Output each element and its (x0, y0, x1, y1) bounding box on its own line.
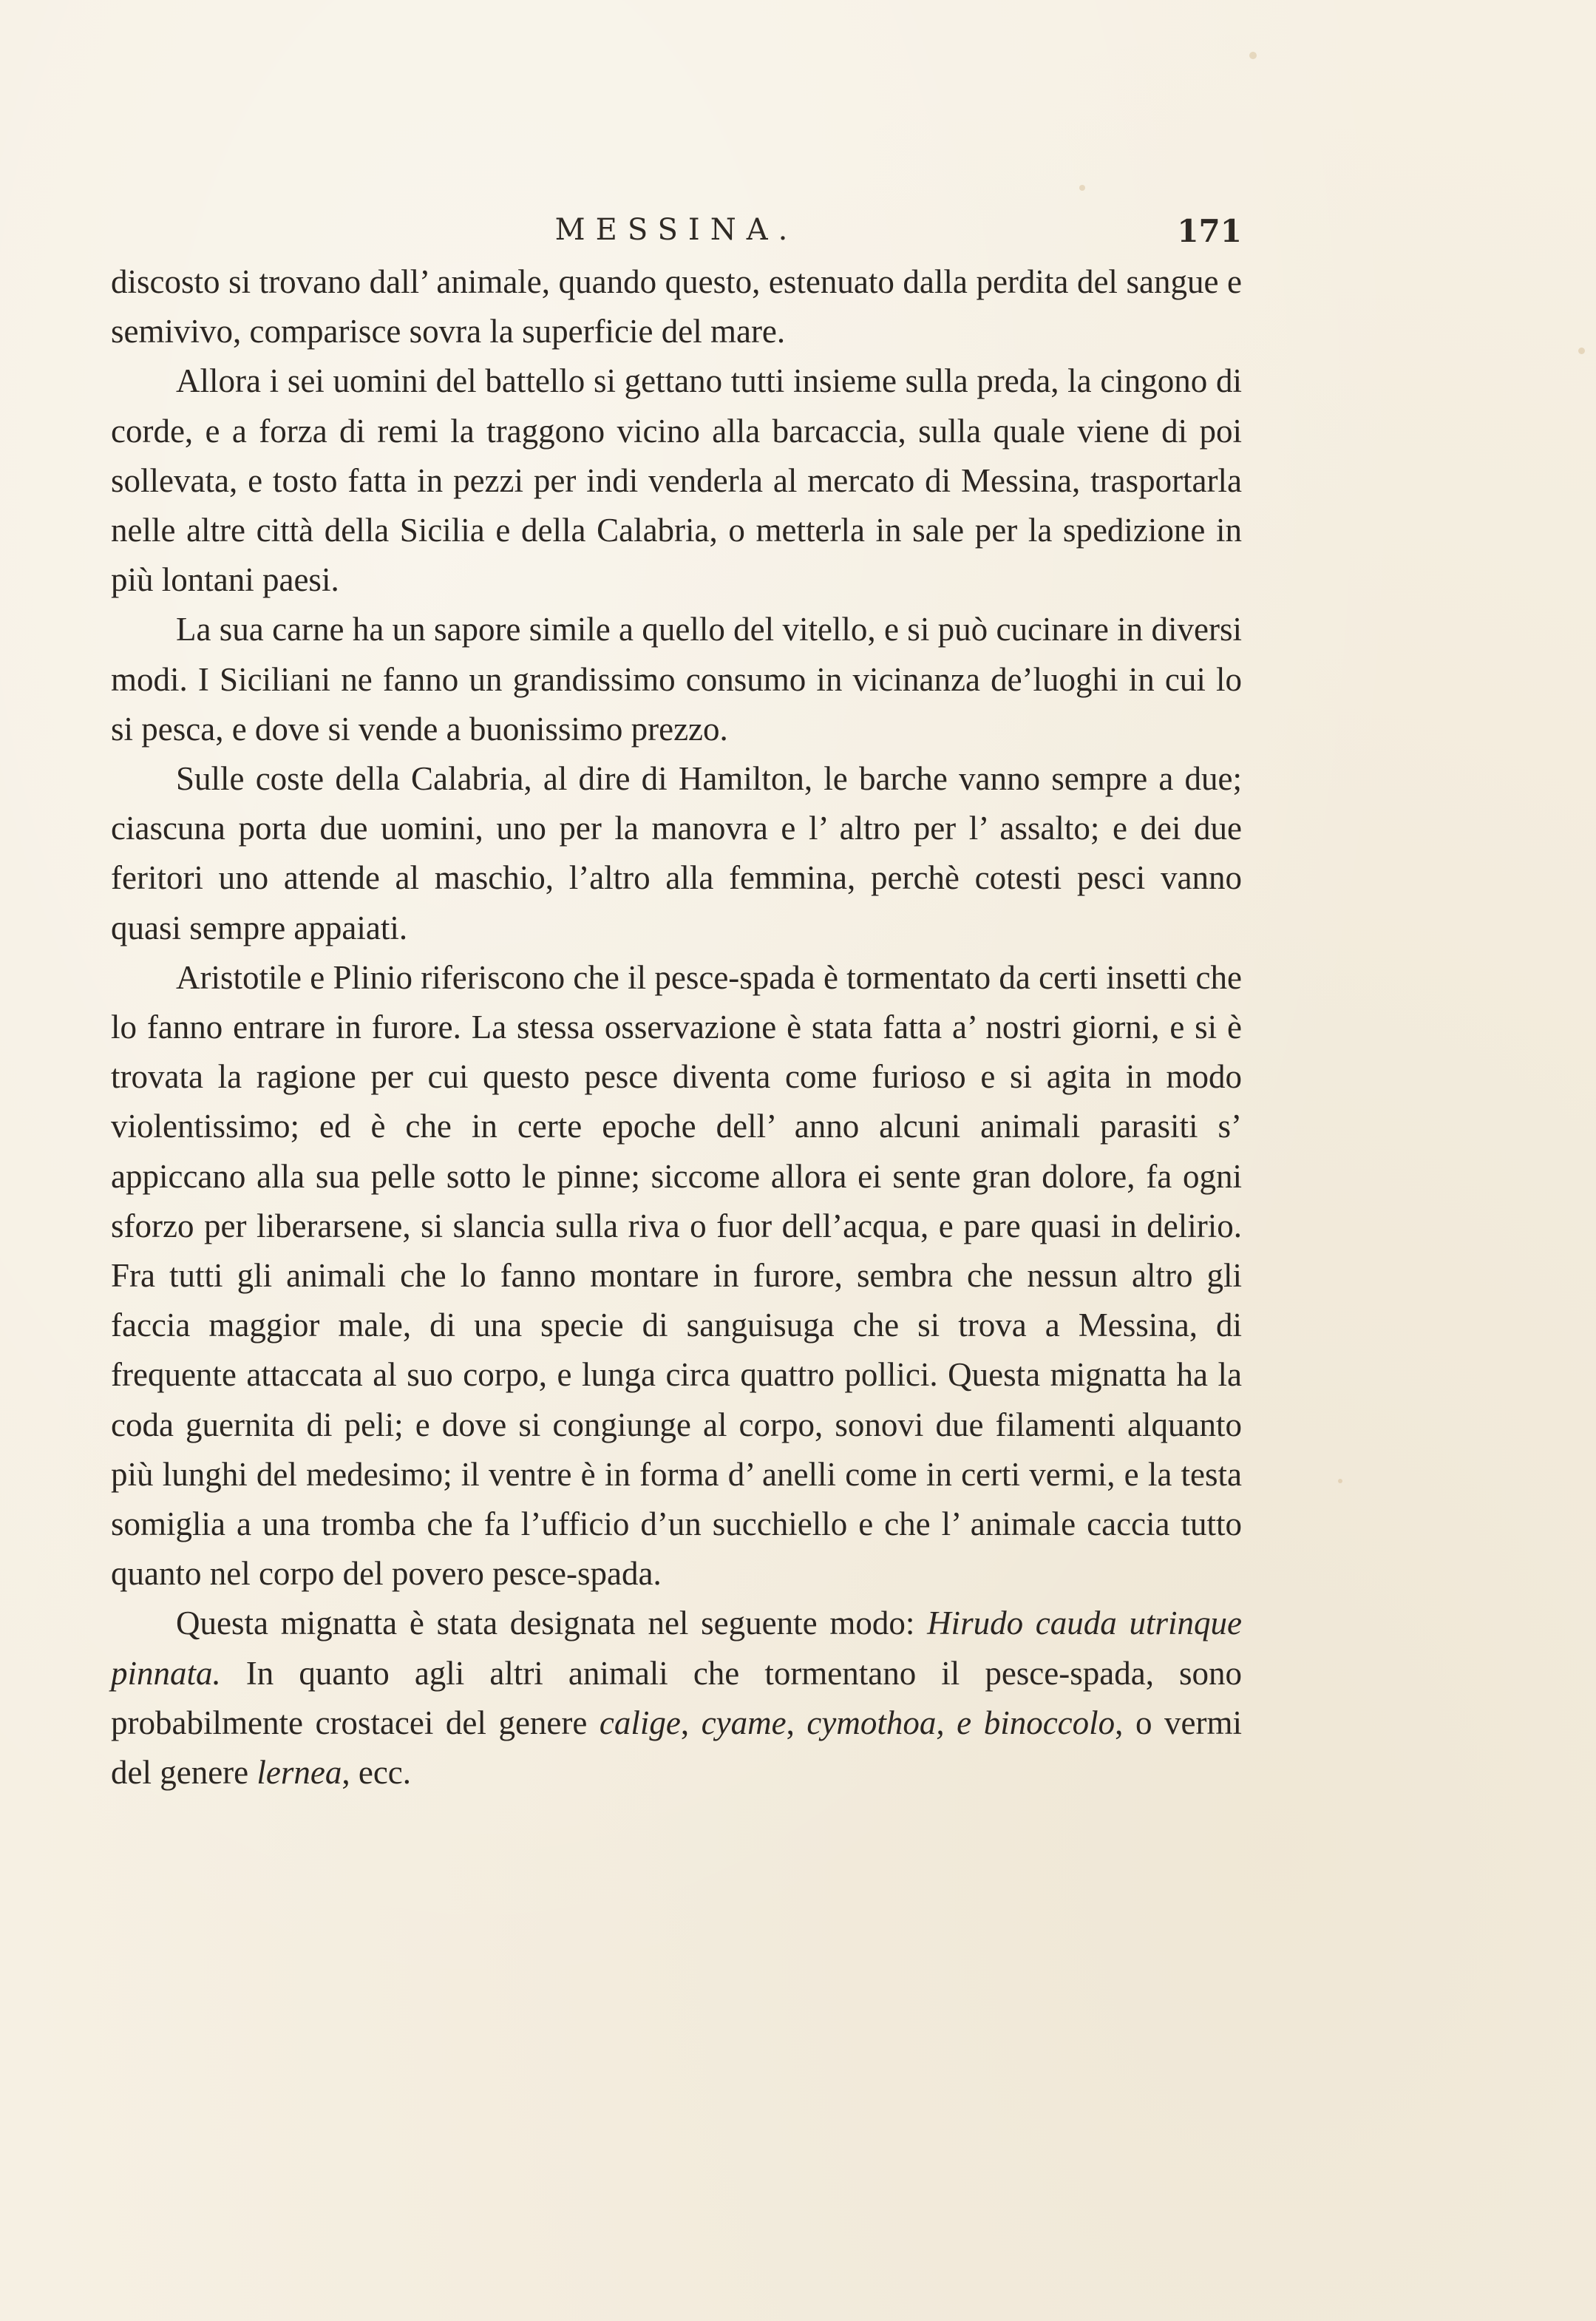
paper-stain (1079, 185, 1085, 191)
final-mid: In quanto agli altri animali che tormentano il pesce-spada, sono probabilmente crostacei del genere (111, 1654, 1242, 1741)
final-lead: Questa mignatta è stata designata nel seguente modo: (176, 1605, 928, 1642)
paragraph: Aristotile e Plinio riferiscono che il pesce-spada è tormentato da certi insetti che lo fanno entrare in furore. La stessa osservazione è stata fatta a’ nostri giorni, e si è trovata la ragione per cui questo pesce diventa come furioso e si agita in modo violentissimo; ed è che in certe epoche dell’ anno alcuni animali parasiti s’ appiccano alla sua pelle sotto le pinne; siccome allora ei sente gran dolore, fa ogni sforzo per liberarsene, si slancia sulla riva o fuor dell’acqua, e pare quasi in delirio. Fra tutti gli animali che lo fanno montare in furore, sembra che nessun altro gli faccia maggior male, di una specie di sanguisuga che si trova a Messina, di frequente attaccata al suo corpo, e lunga circa quattro pollici. Questa mignatta ha la coda guernita di peli; e dove si congiunge al corpo, sonovi due filamenti alquanto più lunghi del medesimo; il ventre è in forma d’ anelli come in certi vermi, e la testa somiglia a una tromba che fa l’ufficio d’un succhiello e che l’ animale caccia tutto quanto nel corpo del povero pesce-spada. (111, 958, 1242, 1593)
paper-stain (1578, 348, 1585, 354)
genus-lernea: lernea (257, 1754, 342, 1792)
paper-stain (1249, 52, 1257, 59)
final-tail: , ecc. (342, 1754, 412, 1792)
paragraph: Allora i sei uomini del battello si gettano tutti insieme sulla preda, la cingono di corde, e a forza di remi la traggono vicino alla barcaccia, sulla quale viene di poi sollevata, e tosto fatta in pezzi per indi venderla al mercato di Messina, trasportarla nelle altre città della Sicilia e della Calabria, o metterla in sale per la spedizione in più lontani paesi. (111, 362, 1242, 599)
separator: , (680, 1704, 702, 1741)
latin-name: Hirudo cauda utrinque pinnata. (111, 1605, 1243, 1692)
paragraph-final (111, 1599, 1242, 1797)
genus-cymothoa: cymothoa, e binoccolo (807, 1704, 1115, 1741)
genus-cyame: cyame (701, 1704, 787, 1741)
paragraph-continuation: discosto si trovano dall’ animale, quando questo, estenuato dalla perdita del sangue e semivivo, comparisce sovra la superficie del mare. (111, 263, 1242, 350)
paragraph: Sulle coste della Calabria, al dire di Hamilton, le barche vanno sempre a due; ciascuna porta due uomini, uno per la manovra e l’ altro per l’ assalto; e dei due feritori uno attende al maschio, l’altro alla femmina, perchè cotesti pesci vanno quasi sempre appaiati. (111, 760, 1242, 946)
page-number: 171 (1177, 213, 1242, 249)
final-mid-2: , o vermi del genere (111, 1704, 1243, 1792)
running-head (111, 213, 1242, 257)
running-title: MESSINA. (554, 213, 798, 247)
paragraph: La sua carne ha un sapore simile a quello del vitello, e si può cucinare in diversi modi. I Siciliani ne fanno un grandissimo consumo in vicinanza de’luoghi in cui lo si pesca, e dove si vende a buonissimo prezzo. (111, 611, 1242, 748)
body-text (111, 257, 1242, 1797)
separator: , (786, 1704, 807, 1741)
genus-calige: calige (599, 1704, 681, 1741)
paper-stain (1338, 1479, 1342, 1483)
